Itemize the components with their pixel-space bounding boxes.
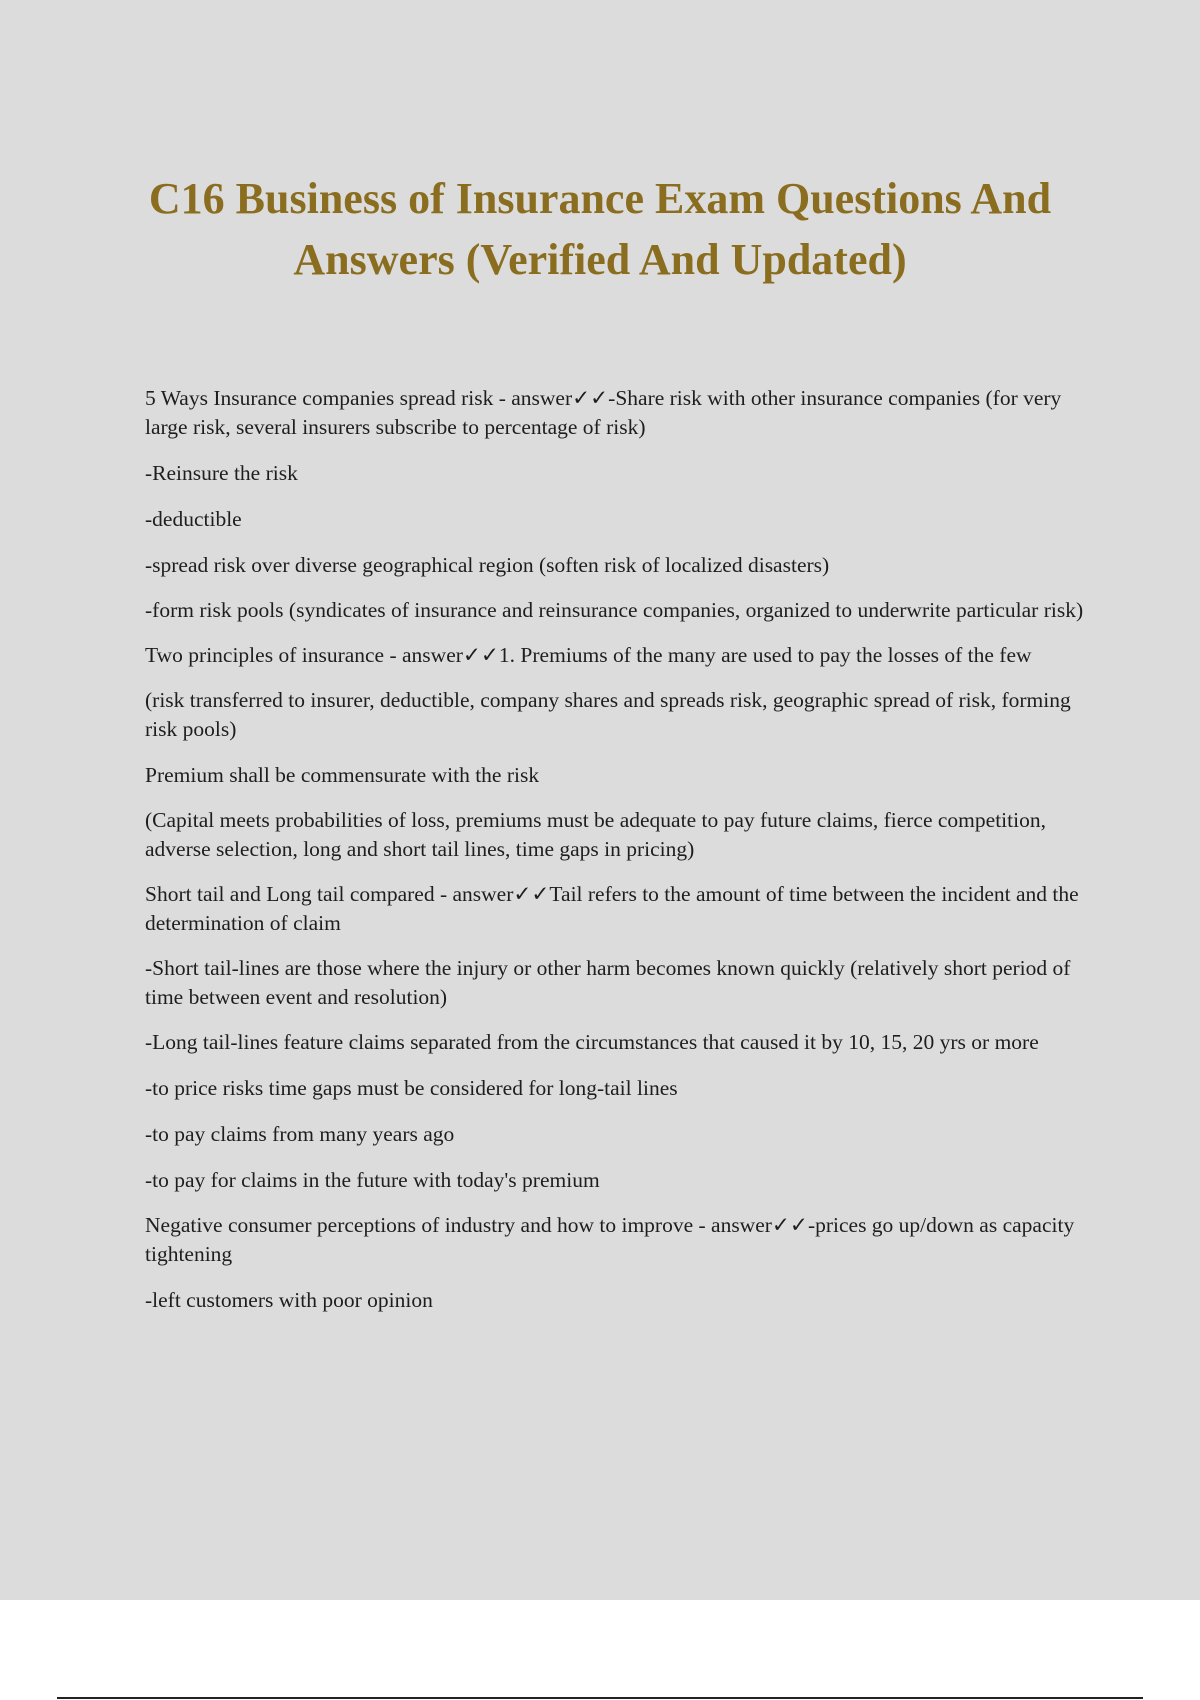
paragraph: -left customers with poor opinion	[145, 1288, 433, 1312]
paragraph: -to price risks time gaps must be considered for long-tail lines	[145, 1076, 678, 1100]
footer-divider	[57, 1697, 1143, 1699]
document-body	[145, 384, 1090, 1331]
document-title: C16 Business of Insurance Exam Questions And Answers (Verified And Updated)	[148, 174, 1052, 284]
paragraph: -Reinsure the risk	[145, 461, 298, 485]
paragraph: -form risk pools (syndicates of insurance and reinsurance companies, organized to underwrite particular risk)	[145, 598, 1084, 622]
paragraph: -deductible	[145, 507, 242, 531]
paragraph: -spread risk over diverse geographical region (soften risk of localized disasters)	[145, 553, 830, 577]
paragraph: -Long tail-lines feature claims separated from the circumstances that caused it by 10, 15, 20 yrs or more	[145, 1030, 1039, 1054]
paragraph: Premium shall be commensurate with the risk	[145, 763, 540, 787]
paragraph: 5 Ways Insurance companies spread risk - answer✓✓-Share risk with other insurance companies (for very large risk, several insurers subscribe to percentage of risk)	[145, 386, 1062, 439]
paragraph: -to pay for claims in the future with today's premium	[145, 1168, 600, 1192]
paragraph: (risk transferred to insurer, deductible, company shares and spreads risk, geographic spread of risk, forming risk pools)	[145, 688, 1071, 741]
paragraph: (Capital meets probabilities of loss, premiums must be adequate to pay future claims, fierce competition, adverse selection, long and short tail lines, time gaps in pricing)	[145, 808, 1046, 861]
paragraph: -to pay claims from many years ago	[145, 1122, 455, 1146]
paragraph: Negative consumer perceptions of industry and how to improve - answer✓✓-prices go up/down as capacity tightening	[145, 1213, 1075, 1266]
paragraph: -Short tail-lines are those where the injury or other harm becomes known quickly (relatively short period of time between event and resolution)	[145, 956, 1071, 1009]
paragraph: Two principles of insurance - answer✓✓1. Premiums of the many are used to pay the losses of the few	[145, 643, 1032, 667]
paragraph: Short tail and Long tail compared - answer✓✓Tail refers to the amount of time between the incident and the determination of claim	[145, 882, 1079, 935]
